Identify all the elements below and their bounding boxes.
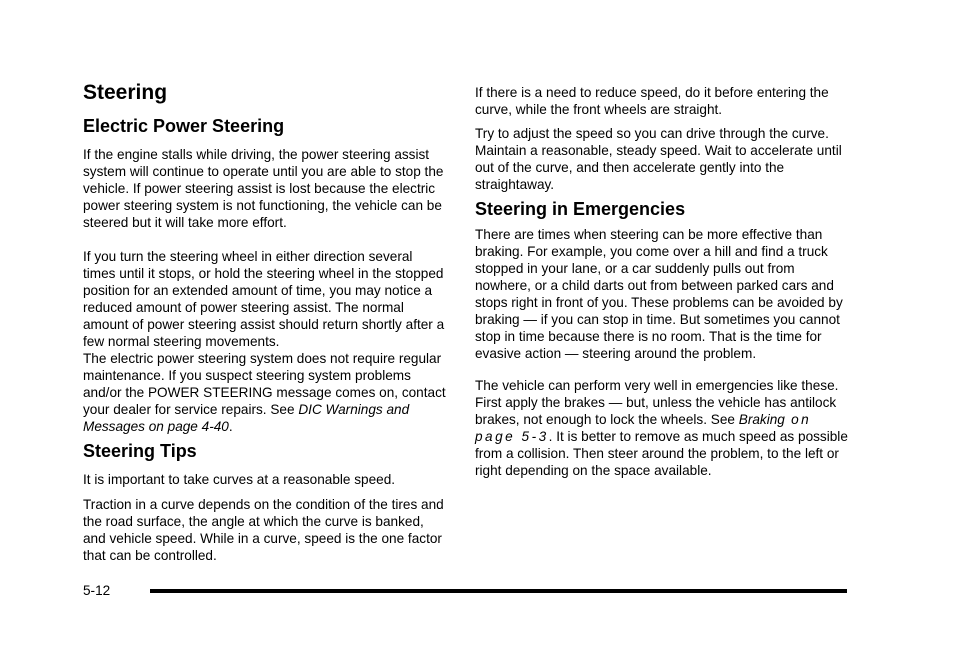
paragraph-curves: It is important to take curves at a reasonable speed. xyxy=(83,472,396,487)
paragraph-traction: Traction in a curve depends on the condition of the tires and the road surface, the angle at which the curve is banked, and vehicle speed. While in a curve, speed is the one factor that can be controlled. xyxy=(83,497,444,563)
paragraph-emergency-performance xyxy=(475,377,850,479)
paragraph-turn-steering-wheel: If you turn the steering wheel in either direction several times until it stops, or hold the steering wheel in the stopped position for an extended amount of time, you may notice a reduced amount of power steering assist. The normal amount of power steering assist should return shortly after a few normal steering movements. xyxy=(83,249,445,349)
braking-link-title: Braking xyxy=(738,412,785,427)
paragraph-reduce-speed: If there is a need to reduce speed, do it before entering the curve, while the front wheels are straight. xyxy=(475,85,829,117)
heading-steering-tips: Steering Tips xyxy=(83,441,197,461)
paragraph-emergency-text: The vehicle can perform very well in emergencies like these. First apply the brakes — but, unless the vehicle has antilock brakes, not enough to lock the wheels. See xyxy=(475,378,839,427)
paragraph-maintenance-end: . xyxy=(228,419,233,434)
paragraph-maintenance xyxy=(83,350,448,435)
section-title: Steering xyxy=(83,81,168,104)
heading-steering-in-emergencies: Steering in Emergencies xyxy=(475,199,686,219)
dic-warnings-link[interactable]: DIC Warnings and Messages on page 4-40 xyxy=(83,402,410,434)
page-number: 5-12 xyxy=(83,583,111,598)
paragraph-engine-stalls: If the engine stalls while driving, the power steering assist system will continue to operate until you are able to stop the vehicle. If power steering assist is lost because the electric power steering system is not functioning, the vehicle can be steered but it will take more effort. xyxy=(83,147,444,230)
paragraph-steering-vs-braking: There are times when steering can be more effective than braking. For example, you come over a hill and find a truck stopped in your lane, or a car suddenly pulls out from nowhere, or a child darts out from between parked cars and stops right in front of you. These problems can be avoided by braking — if you can stop in time. But sometimes you cannot stop in time because there is no room. That is the time for evasive action — steering around the problem. xyxy=(475,227,843,361)
footer-rule xyxy=(150,589,847,593)
paragraph-maintenance-text: The electric power steering system does not require regular maintenance. If you suspect steering system problems and/or the POWER STEERING message comes on, contact your dealer for service repairs. See xyxy=(83,351,446,417)
braking-link-page: on page 5-3 xyxy=(475,412,812,444)
paragraph-adjust-speed: Try to adjust the speed so you can drive through the curve. Maintain a reasonable, steady speed. Wait to accelerate until out of the curve, and then accelerate gently into the straightaway. xyxy=(475,126,842,192)
paragraph-emergency-end: . It is better to remove as much speed as possible from a collision. Then steer around the problem, to the left or right depending on the space available. xyxy=(475,429,848,478)
heading-electric-power-steering: Electric Power Steering xyxy=(83,116,285,136)
